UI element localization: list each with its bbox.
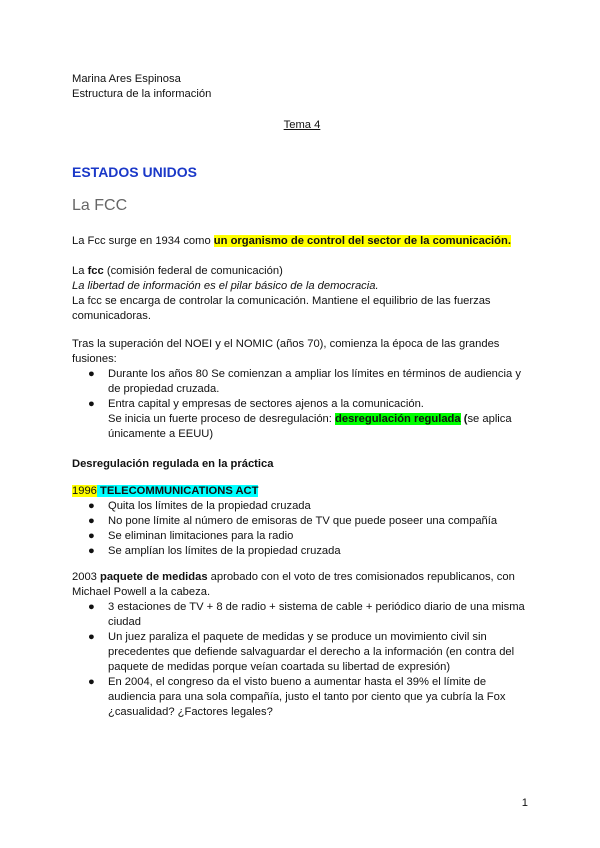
list-item-text: En 2004, el congreso da el visto bueno a aumentar hasta el 39% el límite de bbox=[108, 676, 487, 688]
list-item-text: únicamente a EEUU) bbox=[108, 428, 214, 440]
medidas-line-2: Michael Powell a la cabeza. bbox=[72, 586, 211, 598]
intro-text: La Fcc surge en 1934 como bbox=[72, 235, 214, 247]
list-item bbox=[72, 367, 532, 397]
bullet-icon: ● bbox=[88, 545, 95, 557]
list-item-text: ¿casualidad? ¿Factores legales? bbox=[108, 706, 273, 718]
list-item-text: paquete de medidas porque veían coartada su libertad de expresión) bbox=[108, 661, 451, 673]
list-item bbox=[72, 514, 532, 529]
desregulacion-highlight: desregulación regulada bbox=[335, 413, 461, 425]
bullet-icon: ● bbox=[88, 515, 95, 527]
list-item bbox=[72, 529, 532, 544]
section-title: ESTADOS UNIDOS bbox=[72, 164, 197, 180]
list-item-text: Se amplían los límites de la propiedad cruzada bbox=[108, 545, 341, 557]
fcc-def-pre: La bbox=[72, 265, 88, 277]
topic-title: Tema 4 bbox=[283, 119, 321, 131]
bullet-icon: ● bbox=[88, 368, 95, 380]
list-item-text-pre: Se inicia un fuerte proceso de desregulación: bbox=[108, 413, 336, 425]
fcc-def-bold: fcc bbox=[87, 265, 104, 277]
list-item bbox=[72, 675, 532, 720]
fcc-quote: La libertad de información es el pilar básico de la democracia. bbox=[72, 280, 379, 292]
list-item-text: Entra capital y empresas de sectores ajenos a la comunicación. bbox=[108, 398, 424, 410]
medidas-year: 2003 bbox=[72, 571, 100, 583]
fcc-desc-line-1: La fcc se encarga de controlar la comunicación. Mantiene el equilibrio de las fuerzas bbox=[72, 295, 491, 307]
list-item-text: audiencia para una sola compañía, justo el tanto por ciento que ya cubría la Fox bbox=[108, 691, 506, 703]
practice-heading: Desregulación regulada en la práctica bbox=[72, 458, 274, 470]
noei-list bbox=[72, 367, 532, 442]
bullet-icon: ● bbox=[88, 631, 95, 643]
list-item-text: precedentes que defiende salvaguardar el derecho a la información (en contra del bbox=[108, 646, 515, 658]
list-item-text: de propiedad cruzada. bbox=[108, 383, 220, 395]
list-item bbox=[72, 600, 532, 630]
noei-line-1: Tras la superación del NOEI y el NOMIC (años 70), comienza la época de las grandes bbox=[72, 338, 500, 350]
bullet-icon: ● bbox=[88, 601, 95, 613]
list-item-text: ciudad bbox=[108, 616, 141, 628]
medidas-list bbox=[72, 600, 532, 720]
list-item-text: Quita los límites de la propiedad cruzada bbox=[108, 500, 311, 512]
list-item-text bbox=[108, 412, 532, 427]
fcc-definition bbox=[72, 264, 283, 279]
list-item bbox=[72, 499, 532, 514]
bullet-icon: ● bbox=[88, 676, 95, 688]
subject-name: Estructura de la información bbox=[72, 88, 212, 100]
bullet-icon: ● bbox=[88, 500, 95, 512]
author-name: Marina Ares Espinosa bbox=[72, 73, 181, 85]
list-item-text: Un juez paraliza el paquete de medidas y se produce un movimiento civil sin bbox=[108, 631, 487, 643]
list-item-text: Se eliminan limitaciones para la radio bbox=[108, 530, 294, 542]
bullet-icon: ● bbox=[88, 398, 95, 410]
medidas-post: aprobado con el voto de tres comisionados republicanos, con bbox=[207, 571, 515, 583]
list-item bbox=[72, 630, 532, 675]
topic-line bbox=[72, 118, 532, 133]
fcc-desc-line-2: comunicadoras. bbox=[72, 310, 151, 322]
medidas-bold: paquete de medidas bbox=[100, 571, 208, 583]
intro-highlight: un organismo de control del sector de la comunicación. bbox=[213, 235, 511, 247]
list-item bbox=[72, 544, 532, 559]
subtitle: La FCC bbox=[72, 197, 128, 214]
page-number: 1 bbox=[521, 797, 528, 809]
act-year: 1996 bbox=[72, 485, 97, 497]
bullet-icon: ● bbox=[88, 530, 95, 542]
act-name: TELECOMMUNICATIONS ACT bbox=[96, 485, 259, 497]
act-list bbox=[72, 499, 532, 559]
fcc-def-post: (comisión federal de comunicación) bbox=[103, 265, 283, 277]
list-item bbox=[72, 397, 532, 442]
list-item-text: 3 estaciones de TV + 8 de radio + sistema de cable + periódico diario de una misma bbox=[108, 601, 525, 613]
medidas-paragraph bbox=[72, 570, 515, 585]
intro-paragraph bbox=[72, 234, 511, 249]
noei-line-2: fusiones: bbox=[72, 353, 117, 365]
list-item-text: No pone límite al número de emisoras de TV que puede poseer una compañía bbox=[108, 515, 498, 527]
paren-bold: ( bbox=[460, 413, 468, 425]
list-item-text: Durante los años 80 Se comienzan a ampliar los límites en términos de audiencia y bbox=[108, 368, 521, 380]
act-heading bbox=[72, 484, 258, 499]
list-item-text-post: se aplica bbox=[467, 413, 512, 425]
